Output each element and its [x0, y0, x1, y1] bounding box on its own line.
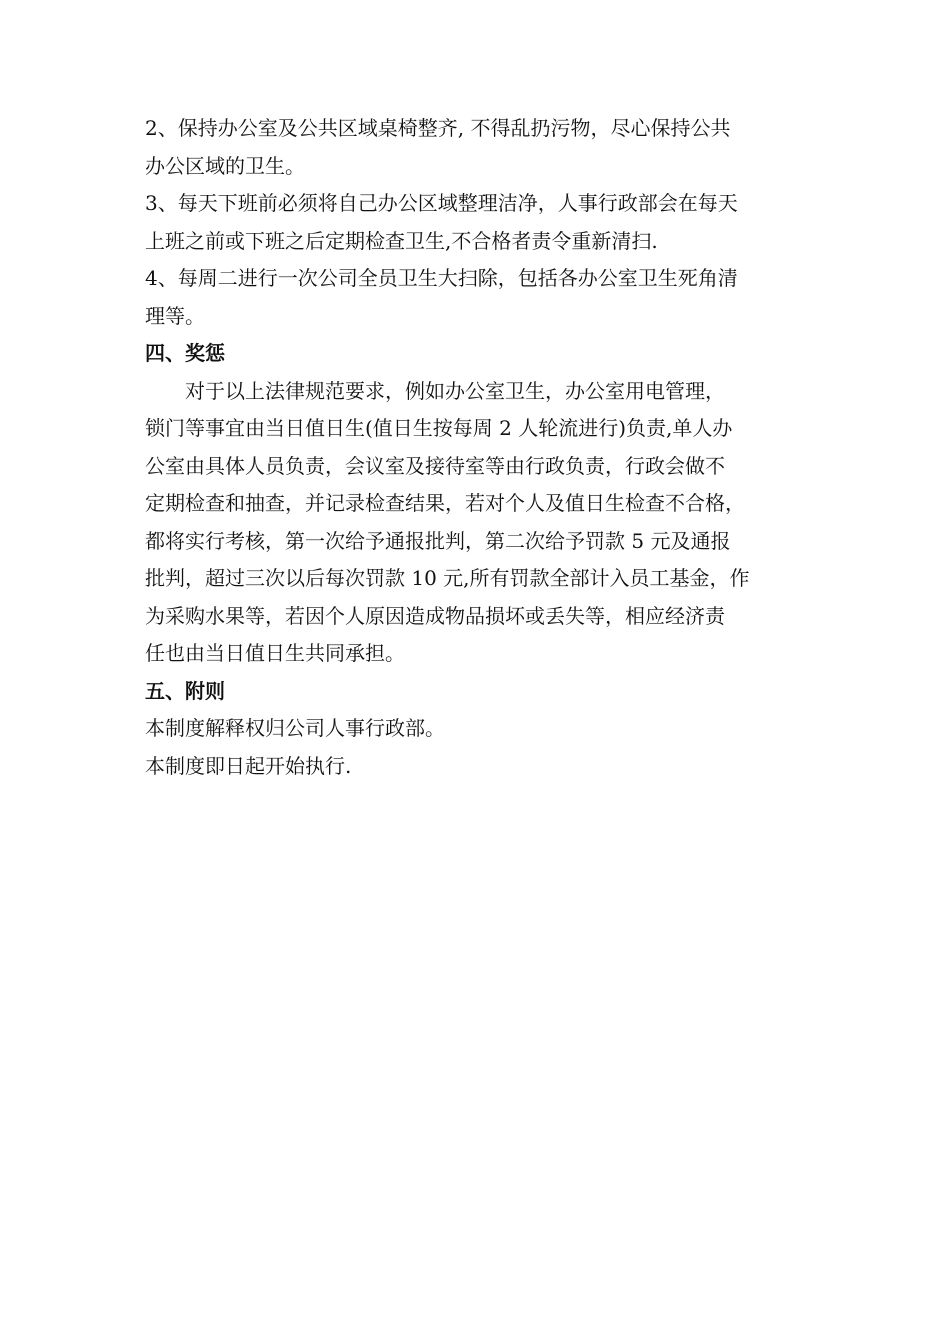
text-line: 3、每天下班前必须将自己办公区域整理洁净，人事行政部会在每天 — [145, 191, 738, 215]
text-line: 对于以上法律规范要求，例如办公室卫生，办公室用电管理， — [185, 378, 725, 403]
rewards-paragraph — [145, 373, 825, 673]
text-line: 本制度即日起开始执行. — [145, 753, 352, 778]
text-line: 本制度解释权归公司人事行政部。 — [145, 716, 445, 740]
text-line: 4、每周二进行一次公司全员卫生大扫除，包括各办公室卫生死角清 — [145, 266, 738, 290]
text-line: 都将实行考核，第一次给予通报批判，第二次给予罚款 5 元及通报 — [145, 528, 731, 553]
rule-item-2 — [145, 110, 825, 185]
text-line: 理等。 — [145, 303, 205, 328]
text-line: 办公区域的卫生。 — [145, 153, 305, 178]
text-line: 批判，超过三次以后每次罚款 10 元,所有罚款全部计入员工基金，作 — [145, 566, 750, 590]
rule-item-3 — [145, 185, 825, 260]
text-line: 定期检查和抽查，并记录检查结果，若对个人及值日生检查不合格， — [145, 491, 745, 515]
text-line: 任也由当日值日生共同承担。 — [145, 641, 405, 665]
section-heading-appendix: 五、附则 — [145, 678, 225, 703]
text-line: 2、保持办公室及公共区域桌椅整齐, 不得乱扔污物，尽心保持公共 — [145, 116, 731, 140]
text-line: 上班之前或下班之后定期检查卫生,不合格者责令重新清扫. — [145, 228, 658, 253]
text-line: 为采购水果等，若因个人原因造成物品损坏或丢失等，相应经济责 — [145, 603, 725, 628]
rule-item-4 — [145, 260, 825, 335]
text-line: 锁门等事宜由当日值日生(值日生按每周 2 人轮流进行)负责,单人办 — [145, 416, 733, 440]
document-body — [145, 110, 825, 785]
text-line: 公室由具体人员负责，会议室及接待室等由行政负责，行政会做不 — [145, 453, 725, 478]
appendix-paragraph — [145, 710, 825, 785]
section-heading-rewards: 四、奖惩 — [145, 341, 225, 365]
